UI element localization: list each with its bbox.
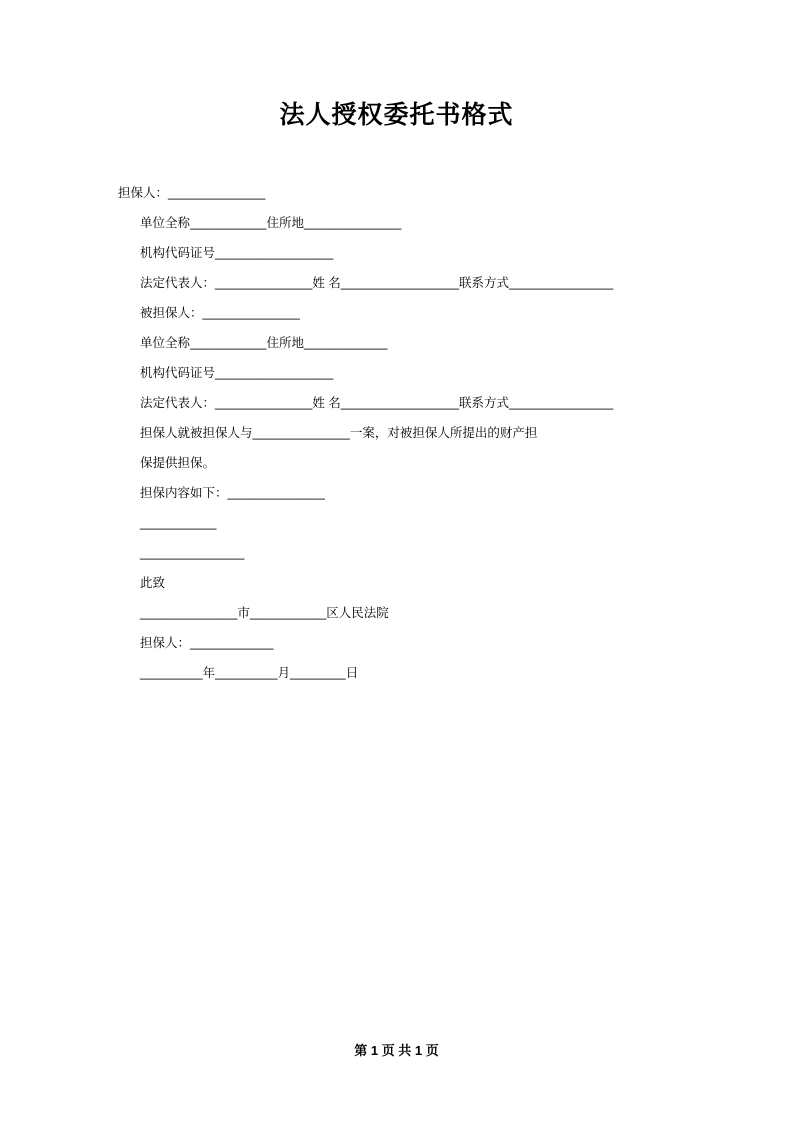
- body-line: 机构代码证号_________________: [140, 246, 334, 260]
- body-line: 担保内容如下：______________: [140, 486, 325, 500]
- body-line: 担保人：____________: [140, 636, 274, 650]
- document-body: [118, 178, 718, 688]
- page-title: 法人授权委托书格式: [279, 101, 514, 129]
- body-line: 保提供担保。: [140, 456, 216, 470]
- body-line: 担保人：______________: [118, 186, 266, 200]
- page-footer: 第 1 页 共 1 页: [354, 1043, 439, 1058]
- body-line: 担保人就被担保人与______________一案，对被担保人所提出的财产担: [140, 426, 538, 440]
- body-line: ___________: [140, 516, 217, 530]
- body-line: 法定代表人：______________姓 名_________________联系方式_______________: [140, 276, 614, 290]
- body-line: 法定代表人：______________姓 名_________________联系方式_______________: [140, 396, 614, 410]
- body-line: _______________: [140, 546, 245, 560]
- body-line: 单位全称___________住所地____________: [140, 336, 388, 350]
- body-line: 此致: [140, 576, 166, 590]
- body-line: 单位全称___________住所地______________: [140, 216, 402, 230]
- body-line: 被担保人：______________: [140, 306, 300, 320]
- body-line: _________年_________月________日: [140, 666, 359, 680]
- body-line: ______________市___________区人民法院: [140, 606, 389, 620]
- body-line: 机构代码证号_________________: [140, 366, 334, 380]
